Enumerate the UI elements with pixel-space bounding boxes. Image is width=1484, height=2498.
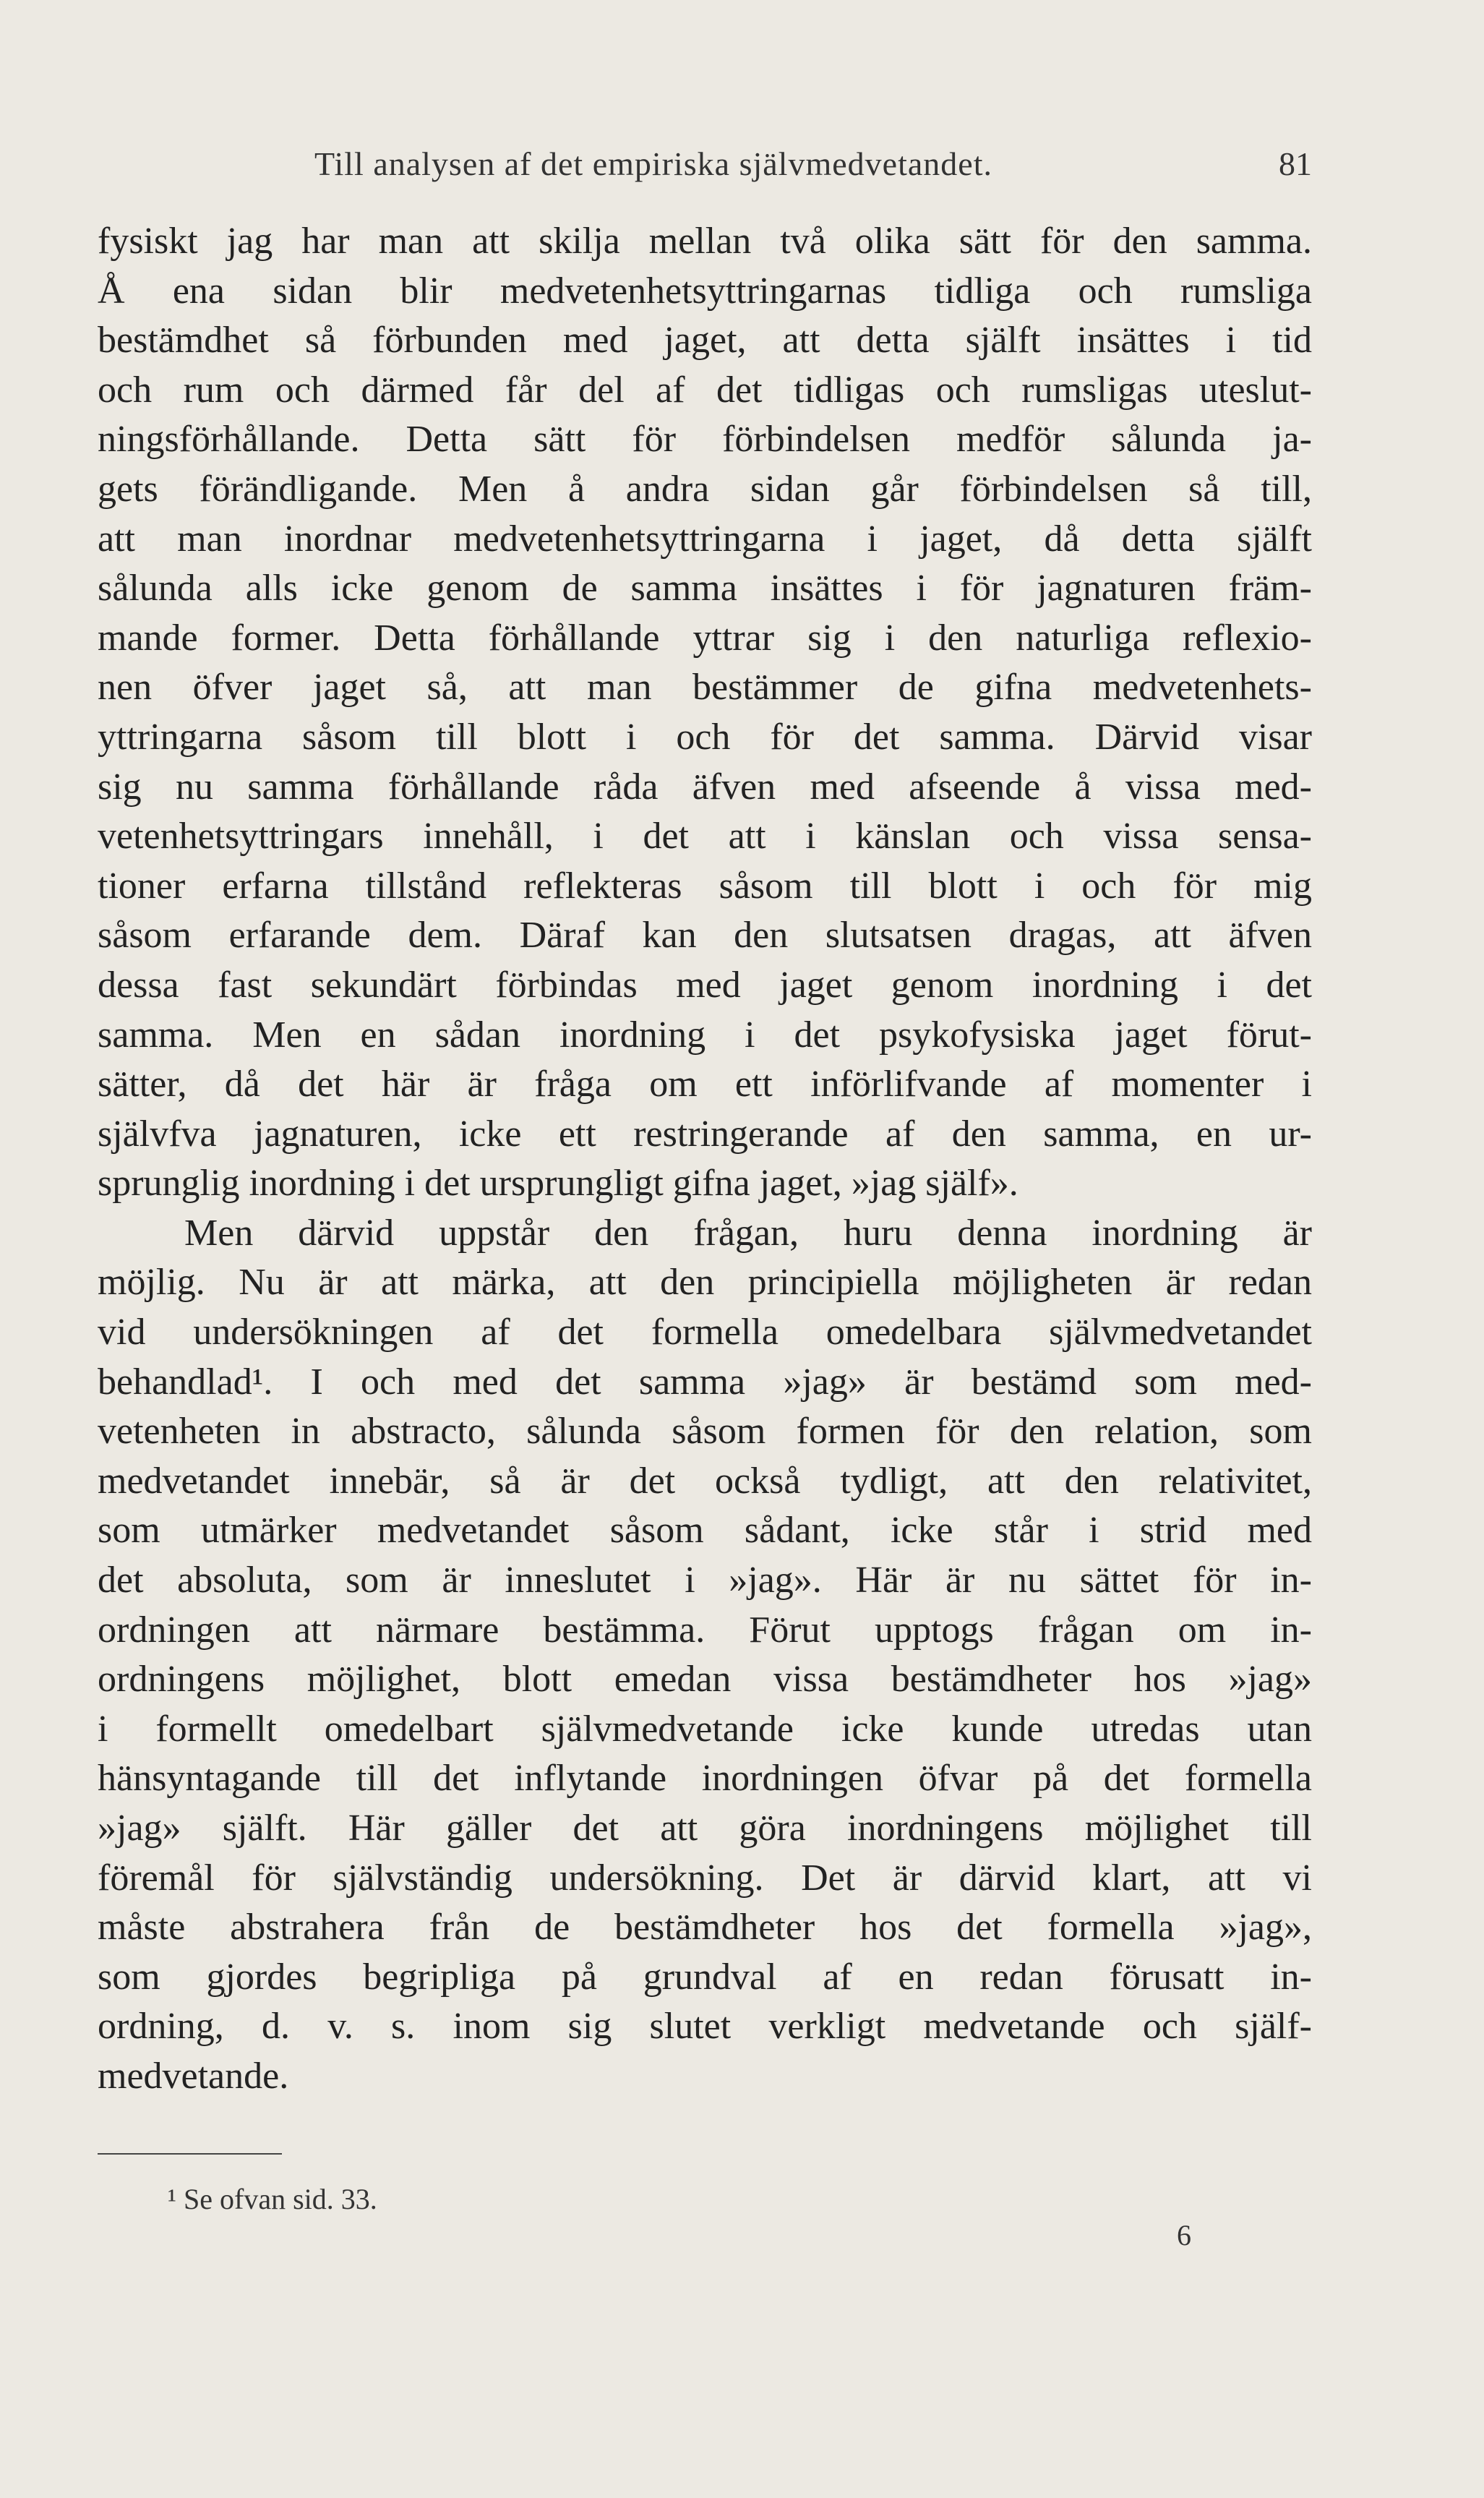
text-line: i formellt omedelbart självmedvetande icke kunde utredas utan <box>98 1708 1312 1750</box>
text-line: dessa fast sekundärt förbindas med jaget genom inordning i det <box>98 964 1312 1006</box>
text-line: såsom erfarande dem. Däraf kan den slutsatsen dragas, att äfven <box>98 915 1312 957</box>
text-line: ordningen att närmare bestämma. Förut upptogs frågan om in- <box>98 1609 1312 1651</box>
text-line: att man inordnar medvetenhetsyttringarna i jaget, då detta själft <box>98 518 1312 560</box>
page-number: 81 <box>1279 145 1312 182</box>
text-line: vid undersökningen af det formella omedelbara självmedvetandet <box>98 1312 1312 1353</box>
body-text <box>98 217 1312 2102</box>
text-line: tioner erfarna tillstånd reflekteras såsom till blott i och för mig <box>98 865 1312 907</box>
text-line: sprunglig inordning i det ursprungligt gifna jaget, »jag själf». <box>98 1163 1018 1205</box>
text-line: som gjordes begripliga på grundval af en redan förusatt in- <box>98 1956 1312 1998</box>
text-line: ordning, d. v. s. inom sig slutet verkligt medvetande och själf- <box>98 2006 1312 2048</box>
text-line: och rum och därmed får del af det tidligas och rumsligas uteslut- <box>98 369 1312 411</box>
text-line: självfva jagnaturen, icke ett restringerande af den samma, en ur- <box>98 1113 1312 1155</box>
text-line: yttringarna såsom till blott i och för det samma. Därvid visar <box>98 716 1312 758</box>
text-line: behandlad¹. I och med det samma »jag» är bestämd som med- <box>98 1361 1312 1403</box>
text-line: fysiskt jag har man att skilja mellan två olika sätt för den samma. <box>98 221 1312 262</box>
text-line: sig nu samma förhållande råda äfven med afseende å vissa med- <box>98 766 1312 808</box>
text-line: det absoluta, som är inneslutet i »jag». Här är nu sättet för in- <box>98 1560 1312 1601</box>
footnote-divider <box>98 2153 282 2155</box>
text-line: bestämdhet så förbunden med jaget, att detta själft insättes i tid <box>98 320 1312 362</box>
text-line: hänsyntagande till det inflytande inordningen öfvar på det formella <box>98 1758 1312 1800</box>
text-line: sätter, då det här är fråga om ett införlifvande af momenter i <box>98 1064 1312 1105</box>
text-line: sålunda alls icke genom de samma insättes i för jagnaturen främ- <box>98 568 1312 609</box>
text-line: som utmärker medvetandet såsom sådant, icke står i strid med <box>98 1510 1312 1552</box>
text-line: nen öfver jaget så, att man bestämmer de gifna medvetenhets- <box>98 667 1312 709</box>
text-line: samma. Men en sådan inordning i det psykofysiska jaget förut- <box>98 1014 1312 1056</box>
footnote: ¹ Se ofvan sid. 33. <box>168 2183 377 2215</box>
signature-mark: 6 <box>1177 2219 1191 2251</box>
text-line: medvetande. <box>98 2055 289 2097</box>
text-line: måste abstrahera från de bestämdheter hos det formella »jag», <box>98 1907 1312 1949</box>
text-line: vetenhetsyttringars innehåll, i det att i känslan och vissa sensa- <box>98 816 1312 857</box>
text-line: föremål för självständig undersökning. Det är därvid klart, att vi <box>98 1857 1312 1899</box>
text-line: mande former. Detta förhållande yttrar sig i den naturliga reflexio- <box>98 617 1312 659</box>
text-line: ordningens möjlighet, blott emedan vissa bestämdheter hos »jag» <box>98 1659 1312 1701</box>
text-line: Å ena sidan blir medvetenhetsyttringarnas tidliga och rumsliga <box>98 270 1312 312</box>
running-title: Till analysen af det empiriska självmedvetandet. <box>314 145 992 182</box>
text-line: vetenheten in abstracto, sålunda såsom formen för den relation, som <box>98 1411 1312 1453</box>
text-line: möjlig. Nu är att märka, att den principiella möjligheten är redan <box>98 1262 1312 1304</box>
text-line: gets förändligande. Men å andra sidan går förbindelsen så till, <box>98 468 1312 510</box>
text-line: »jag» själft. Här gäller det att göra inordningens möjlighet till <box>98 1808 1312 1849</box>
page-header <box>98 145 1312 195</box>
text-line: ningsförhållande. Detta sätt för förbindelsen medför sålunda ja- <box>98 419 1312 461</box>
text-line: medvetandet innebär, så är det också tydligt, att den relativitet, <box>98 1460 1312 1502</box>
text-line: Men därvid uppstår den frågan, huru denna inordning är <box>184 1212 1312 1254</box>
